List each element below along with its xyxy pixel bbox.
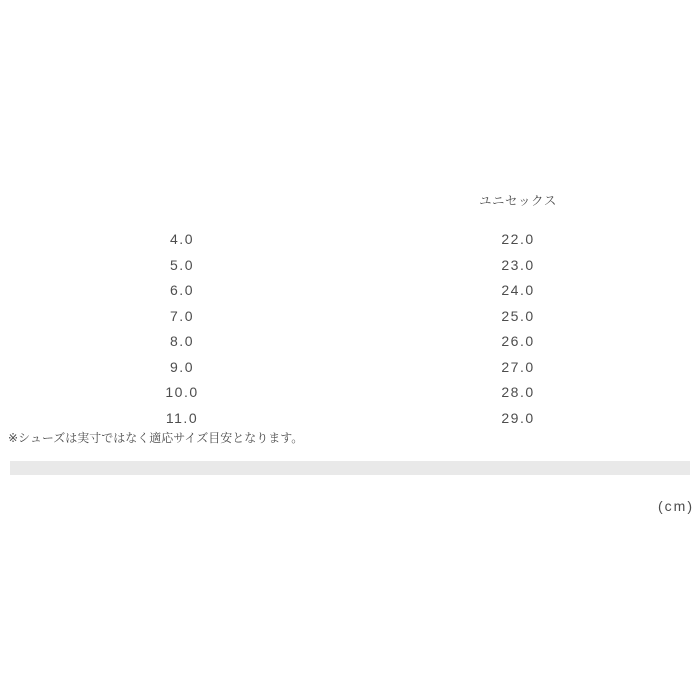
table-body	[0, 227, 672, 431]
size-cell-us: 4.0	[170, 231, 194, 247]
unit-label-cm: (cm)	[658, 498, 694, 514]
column-header-size	[0, 191, 364, 211]
table-row	[0, 227, 672, 253]
size-cell-us: 11.0	[165, 409, 199, 426]
table-row	[0, 253, 672, 279]
size-chart-table	[0, 191, 672, 431]
size-cell-us: 6.0	[170, 282, 194, 298]
size-cell-us: 10.0	[165, 384, 199, 400]
size-cell-cm: 28.0	[501, 384, 535, 400]
size-disclaimer-note: ※シューズは実寸ではなく適応サイズ目安となります。	[8, 431, 304, 445]
size-cell-cm: 27.0	[501, 358, 535, 375]
size-cell-us: 8.0	[170, 333, 194, 349]
table-row	[0, 278, 672, 304]
size-cell-cm: 26.0	[501, 333, 535, 349]
table-row	[0, 355, 672, 381]
table-row	[0, 304, 672, 330]
size-cell-cm: 22.0	[501, 231, 535, 247]
size-cell-us: 9.0	[170, 358, 194, 375]
table-row	[0, 329, 672, 355]
size-cell-cm: 29.0	[501, 409, 535, 426]
size-cell-cm: 23.0	[501, 256, 535, 273]
size-cell-us: 7.0	[170, 307, 194, 324]
size-cell-us: 5.0	[170, 256, 194, 273]
column-header-unisex: ユニセックス	[479, 194, 557, 208]
size-cell-cm: 25.0	[501, 307, 535, 324]
table-row	[0, 380, 672, 406]
size-cell-cm: 24.0	[501, 282, 535, 298]
table-row	[0, 406, 672, 432]
divider-bar	[10, 461, 690, 475]
table-header-row	[0, 191, 672, 211]
